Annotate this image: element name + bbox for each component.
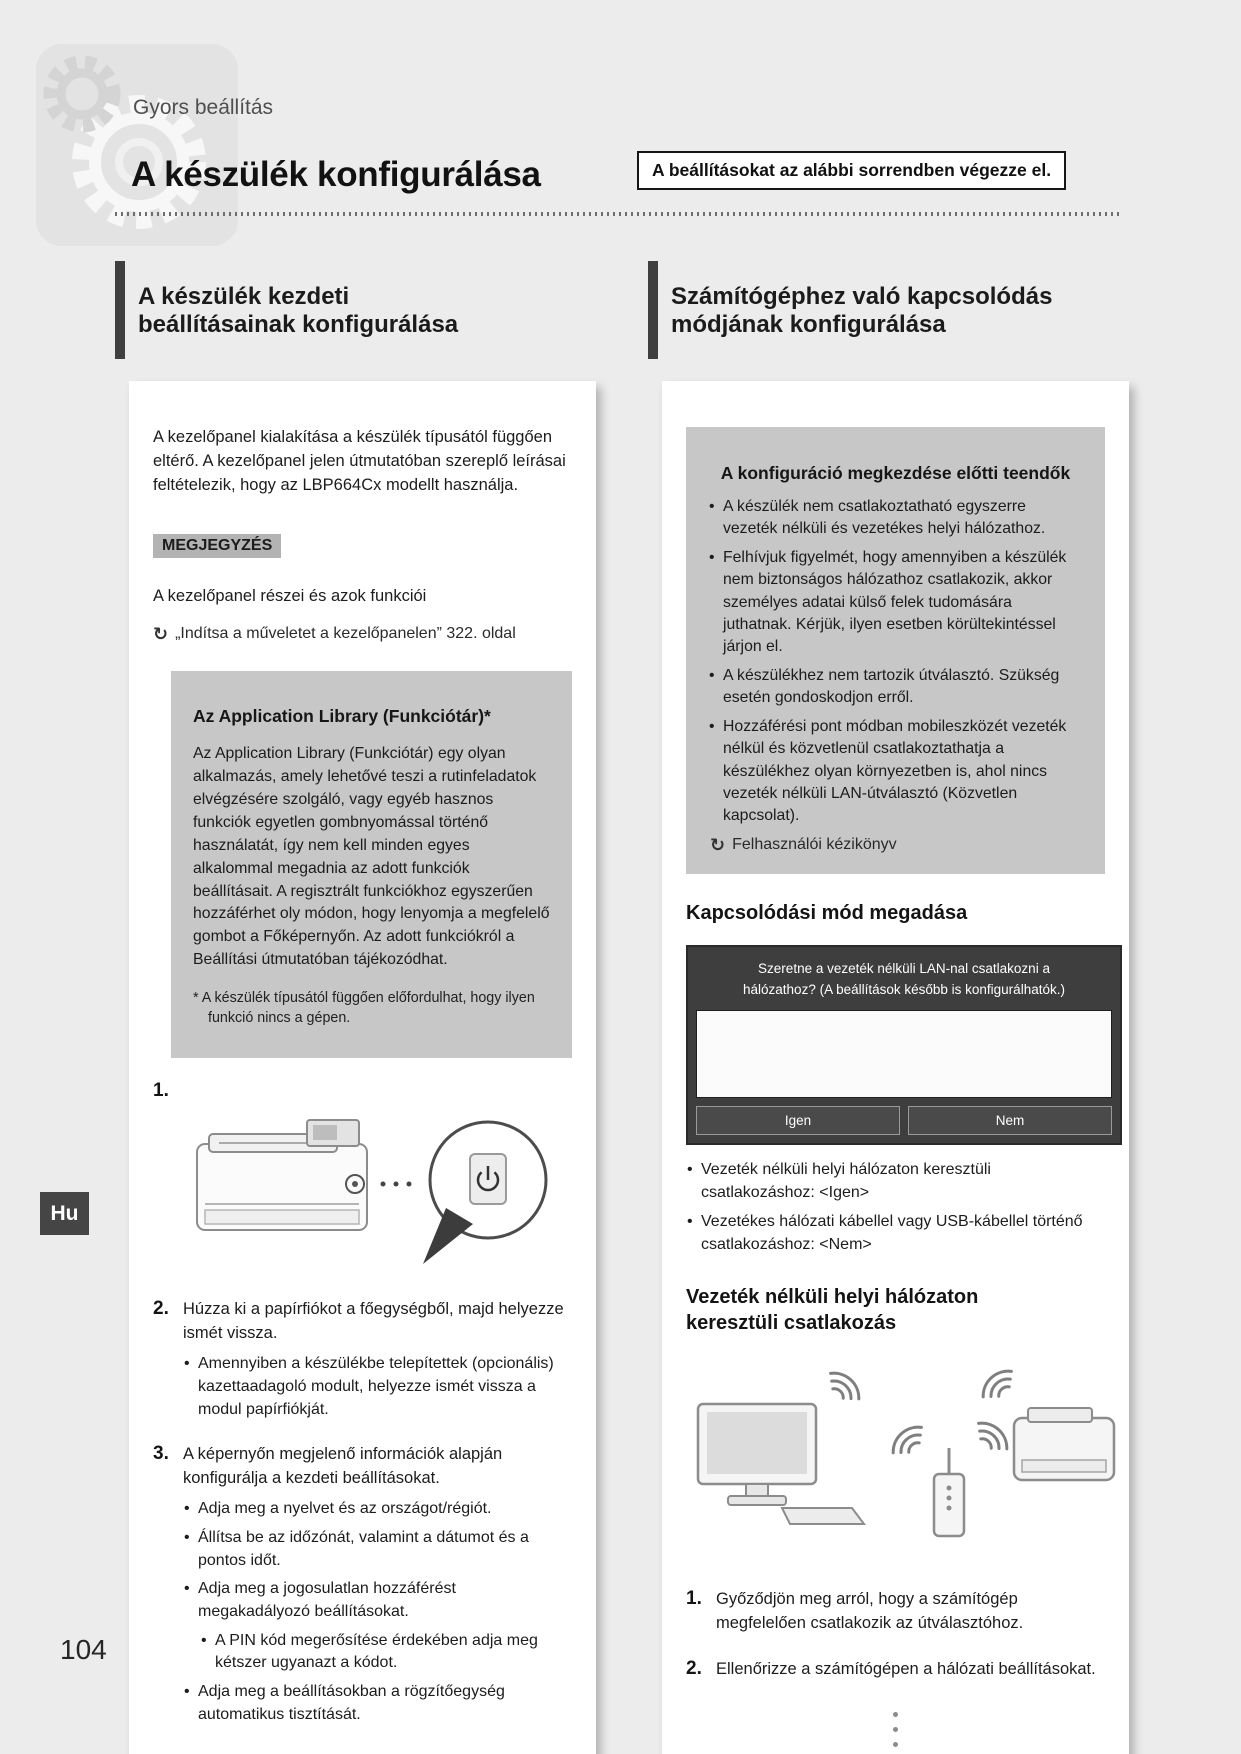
right-section-title (671, 281, 1052, 340)
step-number: 1. (153, 1080, 169, 1102)
bullet-item: • Vezetékes hálózati kábellel vagy USB-kábellel történő csatlakozáshoz: <Nem> (686, 1211, 1105, 1256)
note-text: A kezelőpanel részei és azok funkciói (153, 586, 427, 605)
screen-buttons (696, 1106, 1112, 1135)
bullet-item: • Amennyiben a készülékbe telepítettek (opcionális) kazettaadagoló modult, helyezze ismét vissza a modul papírfiókját. (183, 1353, 572, 1421)
right-step-2 (686, 1658, 1105, 1682)
user-guide-link[interactable] (710, 836, 1083, 856)
printer-power-illustration (183, 1092, 573, 1270)
step-body (183, 1443, 572, 1726)
reference-arrow-icon: ↻ (153, 624, 169, 645)
wifi-signal-icon (887, 1421, 928, 1460)
page-title: A készülék konfigurálása (131, 155, 541, 195)
note-label: MEGJEGYZÉS (153, 534, 281, 558)
intro-paragraph: A kezelőpanel kialakítása a készülék típusától függően eltérő. A kezelőpanel jelen útmutatóban szereplő leírásai feltételezik, hogy az LBP664Cx modellt használja. (153, 427, 566, 494)
bullet-item: • A készülék nem csatlakoztatható egyszerre vezeték nélküli és vezetékes helyi hálózathoz. (708, 496, 1083, 541)
screen-button-igen: Igen (696, 1106, 900, 1135)
step-number: 2. (153, 1298, 169, 1320)
before-configuration-box (686, 427, 1105, 873)
bullet-item: • Adja meg a beállításokban a rögzítőegység automatikus tisztítását. (183, 1681, 572, 1726)
left-section-title-line2: beállításainak konfigurálása (138, 311, 459, 339)
bullet-item: • Adja meg a nyelvet és az országot/régiót. (183, 1498, 572, 1521)
left-section-title-line1: A készülék kezdeti (138, 282, 350, 310)
right-column (648, 261, 1129, 1754)
step-number: 2. (686, 1658, 702, 1680)
bullet-item: • Adja meg a jogosulatlan hozzáférést megakadályozó beállításokat. (183, 1578, 572, 1623)
page-number: 104 (60, 1634, 107, 1665)
left-step-3 (153, 1443, 572, 1726)
right-section-title-line1: Számítógéphez való kapcsolódás (671, 282, 1053, 310)
wireless-heading-line2: keresztüli csatlakozás (686, 1312, 897, 1335)
wifi-signal-icon (972, 1417, 1013, 1456)
left-step-1 (153, 1080, 572, 1276)
heading-accent-bar (648, 261, 658, 359)
left-section-title (138, 281, 458, 340)
screen-body (696, 1010, 1112, 1098)
panel-reference-link[interactable] (153, 625, 572, 645)
user-guide-link-text: Felhasználói kézikönyv (732, 835, 897, 853)
application-library-title: Az Application Library (Funkciótár)* (193, 706, 491, 727)
bullet-item: • A készülékhez nem tartozik útválasztó. Szükség esetén gondoskodjon erről. (708, 665, 1083, 710)
language-tab: Hu (40, 1192, 89, 1235)
bullet-item: • Hozzáférési pont módban mobileszközét vezeték nélkül és közvetlenül csatlakoztathatja a készülékhez olyan környezetben is, ahol nincs vezeték nélküli LAN-útválasztó (Közvetlen kapcsolat). (708, 716, 1083, 828)
step-bullet-list (183, 1498, 572, 1726)
before-bullet-list (708, 496, 1083, 828)
wireless-connection-heading (686, 1284, 1105, 1336)
heading-accent-bar (115, 261, 125, 359)
right-step-1 (686, 1588, 1105, 1636)
bullet-item: • Állítsa be az időzónát, valamint a dátumot és a pontos időt. (183, 1527, 572, 1572)
wireless-heading-line1: Vezeték nélküli helyi hálózaton (686, 1286, 979, 1309)
left-section-heading (115, 261, 596, 359)
connection-screen-mockup (686, 945, 1122, 1146)
screen-button-nem: Nem (908, 1106, 1112, 1135)
wifi-signal-icon (824, 1367, 865, 1406)
step-text: Ellenőrizze a számítógépen a hálózati beállításokat. (716, 1660, 1096, 1679)
screen-message (688, 947, 1120, 1011)
step-number: 3. (153, 1443, 169, 1465)
step-body (183, 1080, 573, 1276)
left-card (129, 381, 596, 1754)
wifi-signal-icon (977, 1365, 1018, 1404)
step-text: Húzza ki a papírfiókot a főegységből, majd helyezze ismét vissza. (183, 1300, 564, 1343)
step-body (183, 1298, 572, 1421)
left-column (115, 261, 596, 1754)
before-configuration-title: A konfiguráció megkezdése előtti teendők (720, 462, 1071, 483)
reference-arrow-icon: ↻ (710, 834, 726, 855)
dotted-divider (115, 212, 1121, 216)
bullet-sub-item: • A PIN kód megerősítése érdekében adja meg kétszer ugyanazt a kódot. (200, 1630, 572, 1675)
panel-reference-link-text: „Indítsa a műveletet a kezelőpanelen” 322. oldal (175, 625, 516, 643)
application-library-footnote: * A készülék típusától függően előfordulhat, hogy ilyen funkció nincs a gépen. (193, 989, 535, 1026)
screen-message-line1: Szeretne a vezeték nélküli LAN-nal csatlakozni a (758, 960, 1050, 976)
right-card (662, 381, 1129, 1754)
continuation-dots (686, 1712, 1105, 1747)
step-text: A képernyőn megjelenő információk alapján konfigurálja a kezdeti beállításokat. (183, 1445, 503, 1488)
step-number: 1. (686, 1588, 702, 1610)
left-step-2 (153, 1298, 572, 1421)
bullet-item: • Felhívjuk figyelmét, hogy amennyiben a készülék nem biztonságos hálózathoz csatlakozik, akkor személyes adatai külső felek tudomására juthatnak. Kérjük, ilyen esetben körültekintéssel járjon el. (708, 547, 1083, 659)
step-text: Győződjön meg arról, hogy a számítógép megfelelően csatlakozik az útválasztóhoz. (716, 1590, 1024, 1633)
mode-bullet-list (686, 1159, 1105, 1256)
right-section-heading (648, 261, 1129, 359)
connection-mode-heading: Kapcsolódási mód megadása (686, 901, 968, 924)
application-library-body: Az Application Library (Funkciótár) egy olyan alkalmazás, amely lehetővé teszi a rutinfeladatok elvégzésére szolgáló, vagy egyéb hasznos funkciók egyetlen gombnyomással történő használatát, így nem kell minden egyes alkalommal megadnia az adott funkciók beállításait. A regisztrált funkciókhoz egyszerűen hozzáférhet oly módon, hogy lenyomja a megfelelő gombot a Főképernyőn. Az adott funkciókról a Beállítási útmutatóban tájékozódhat. (193, 745, 550, 969)
order-note-box: A beállításokat az alábbi sorrendben végezze el. (637, 151, 1066, 190)
application-library-box (171, 671, 572, 1058)
screen-message-line2: hálózathoz? (A beállítások később is konfigurálhatók.) (743, 981, 1065, 997)
wireless-network-illustration (686, 1356, 1122, 1566)
right-section-title-line2: módjának konfigurálása (671, 311, 946, 339)
step-bullet-list (183, 1353, 572, 1421)
chapter-label: Gyors beállítás (133, 96, 274, 119)
bullet-item: • Vezeték nélküli helyi hálózaton keresztüli csatlakozáshoz: <Igen> (686, 1159, 1105, 1204)
